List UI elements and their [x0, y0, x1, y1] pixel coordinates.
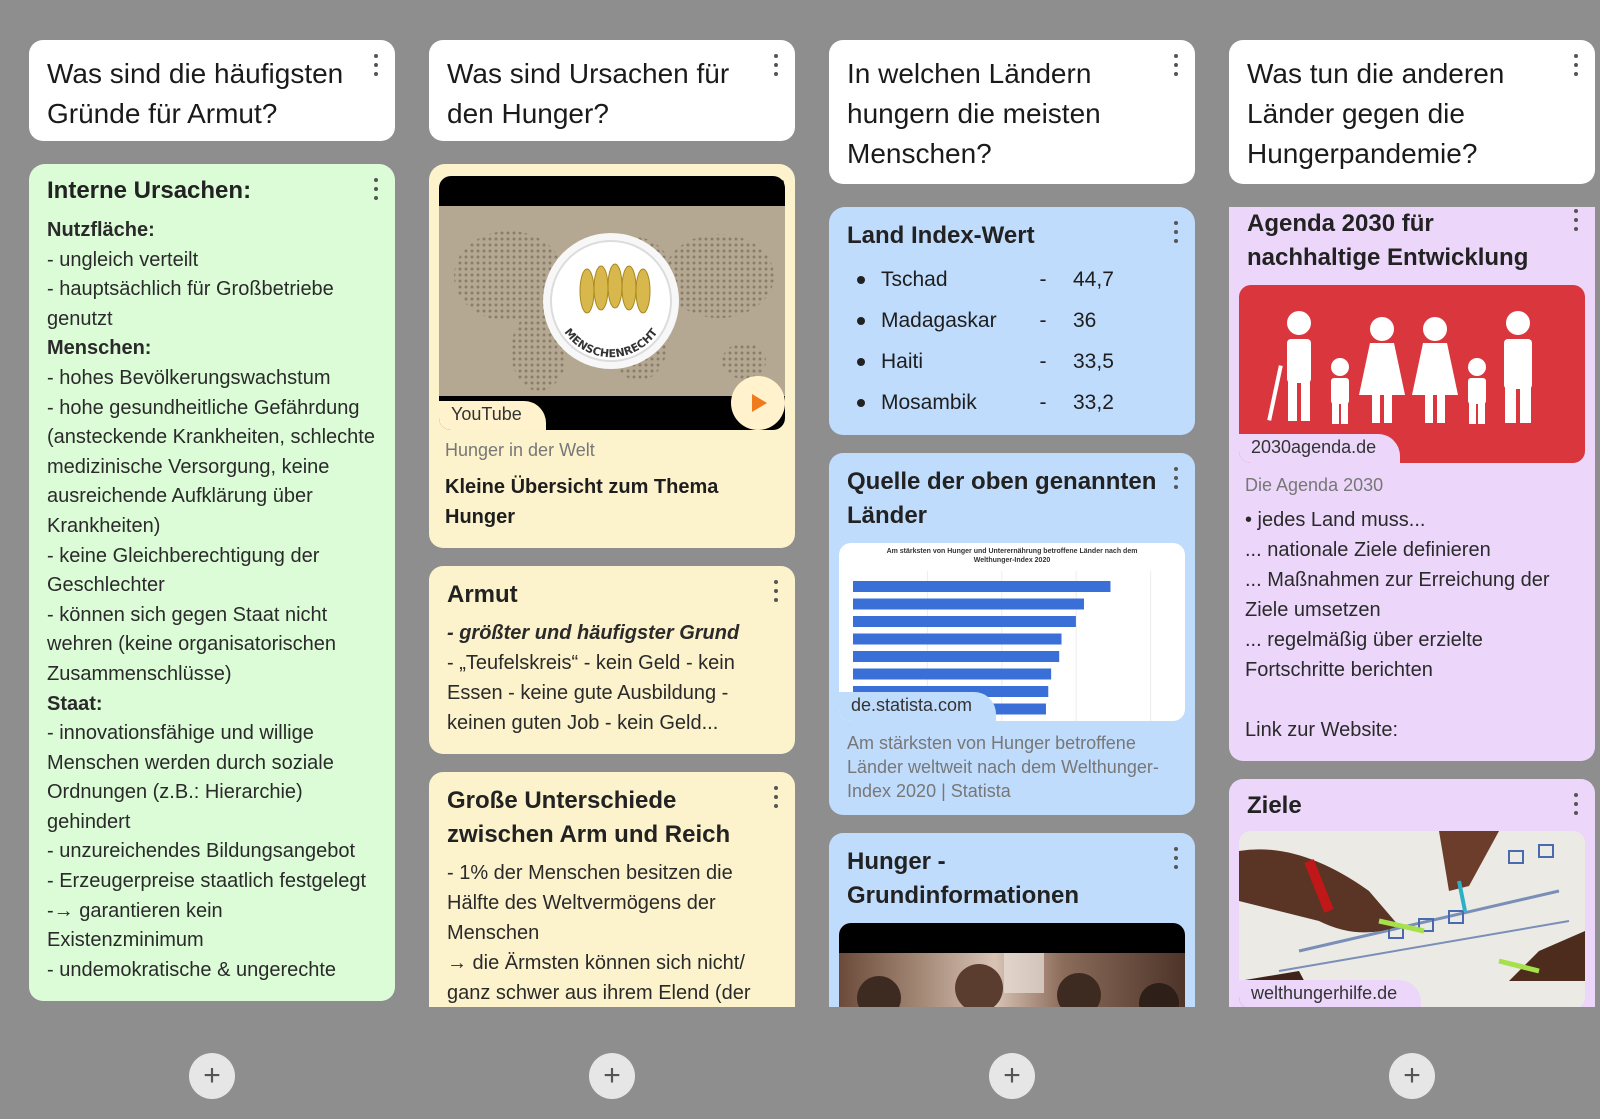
chart-caption: Am stärksten von Hunger betroffene Länder weltweit nach dem Welthunger-Index 2020 | Statista — [847, 733, 1159, 801]
world-map-icon — [439, 206, 785, 396]
column-header[interactable] — [29, 40, 395, 141]
card-body — [47, 216, 379, 985]
list-item: Madagaskar - 36 — [847, 300, 1179, 341]
video-frame — [439, 206, 785, 396]
text-line: - ungleich verteilt — [47, 248, 199, 271]
card-title: Quelle der oben genannten Länder — [847, 468, 1157, 529]
card-armut[interactable] — [429, 566, 795, 754]
text-line: • jedes Land muss... — [1245, 509, 1426, 531]
section-heading: Staat: — [47, 692, 103, 715]
chart-bar — [853, 669, 1051, 680]
chart-bar — [853, 651, 1059, 662]
column-scroll-area[interactable] — [829, 207, 1195, 1007]
more-options-icon[interactable] — [1571, 793, 1581, 815]
card-body — [1239, 505, 1585, 745]
text-line: - hohes Bevölkerungswachstum — [47, 366, 331, 389]
chart-bar — [853, 634, 1062, 645]
video-frame — [839, 953, 1185, 1007]
more-options-icon[interactable] — [1171, 54, 1181, 76]
source-badge: 2030agenda.de — [1239, 434, 1400, 463]
more-options-icon[interactable] — [371, 178, 381, 200]
more-options-icon[interactable] — [771, 54, 781, 76]
card-body — [447, 618, 779, 738]
card-grundinformationen[interactable] — [829, 833, 1195, 1007]
text-line: - hohe gesundheitliche Gefährdung (ansteckende Krankheiten, schlechte medizinische Versorgung, keine ausreichende Aufklärung über Krankheiten) — [47, 396, 375, 537]
card-index-wert[interactable] — [829, 207, 1195, 435]
card-title: Große Unterschiede zwischen Arm und Reich — [447, 787, 731, 848]
list-item: Mosambik - 33,2 — [847, 382, 1179, 423]
more-options-icon[interactable] — [771, 786, 781, 808]
video-thumbnail[interactable] — [439, 176, 785, 430]
video-source: Hunger in der Welt — [445, 440, 595, 460]
column-armut-gruende — [29, 40, 395, 1119]
text-line: ... regelmäßig über erzielte Fortschritte berichten — [1245, 629, 1483, 681]
text-line: - hauptsächlich für Großbetriebe genutzt — [47, 278, 334, 330]
column-scroll-area[interactable] — [429, 164, 795, 1007]
text-line: → die Ärmsten können sich nicht/ ganz schwer aus ihrem Elend (der — [447, 952, 751, 1004]
column-scroll-area[interactable] — [29, 164, 395, 1007]
column-hunger-ursachen — [429, 40, 795, 1119]
column-header-title: In welchen Ländern hungern die meisten Menschen? — [847, 58, 1101, 169]
more-options-icon[interactable] — [771, 580, 781, 602]
play-icon — [747, 392, 769, 414]
more-options-icon[interactable] — [1171, 467, 1181, 489]
card-video[interactable] — [429, 164, 795, 548]
add-post-button[interactable]: + — [1389, 1053, 1435, 1099]
country-list — [847, 259, 1179, 423]
more-options-icon[interactable] — [1171, 847, 1181, 869]
play-button[interactable] — [731, 376, 785, 430]
website-link[interactable]: Link zur Website: — [1245, 719, 1399, 741]
column-header-title: Was sind Ursachen für den Hunger? — [447, 58, 730, 129]
section-heading: Menschen: — [47, 337, 152, 360]
agenda-image[interactable] — [1239, 285, 1585, 463]
people-photo-icon — [839, 953, 1185, 1007]
card-interne-ursachen[interactable] — [29, 164, 395, 1001]
column-scroll-area[interactable] — [1229, 207, 1595, 1007]
chart-bar — [853, 616, 1076, 627]
text-line: ... Maßnahmen zur Erreichung der Ziele umsetzen — [1245, 569, 1550, 621]
video-thumbnail[interactable] — [839, 923, 1185, 1007]
card-title: Ziele — [1247, 792, 1302, 819]
add-post-button[interactable]: + — [189, 1053, 235, 1099]
card-body — [447, 858, 779, 1007]
text-line: - größter und häufigster Grund — [447, 622, 740, 644]
add-post-button[interactable]: + — [989, 1053, 1035, 1099]
text-line: - 1% der Menschen besitzen die Hälfte des Weltvermögens der Menschen — [447, 862, 733, 944]
source-badge: welthungerhilfe.de — [1239, 980, 1421, 1007]
section-heading: Nutzfläche: — [47, 219, 155, 241]
column-laender — [829, 40, 1195, 1119]
text-line: ... nationale Ziele definieren — [1245, 539, 1491, 561]
text-line: - Erzeugerpreise staatlich festgelegt -→ garantieren kein Existenzminimum — [47, 870, 367, 952]
card-ziele[interactable] — [1229, 779, 1595, 1007]
video-title[interactable]: Kleine Übersicht zum Thema Hunger — [445, 476, 719, 528]
column-header-title: Was tun die anderen Länder gegen die Hungerpandemie? — [1247, 58, 1505, 169]
source-badge: YouTube — [439, 401, 546, 430]
source-badge: de.statista.com — [839, 692, 996, 721]
more-options-icon[interactable] — [371, 54, 381, 76]
text-line: - unzureichendes Bildungsangebot — [47, 840, 355, 863]
card-title: Interne Ursachen: — [47, 177, 252, 204]
column-header[interactable] — [429, 40, 795, 141]
card-quelle[interactable] — [829, 453, 1195, 815]
list-item: Haiti - 33,5 — [847, 341, 1179, 382]
column-header[interactable] — [829, 40, 1195, 184]
svg-text:MENSCHENRECHT: MENSCHENRECHT — [561, 325, 661, 361]
list-item: Tschad - 44,7 — [847, 259, 1179, 300]
text-line: - „Teufelskreis“ - kein Geld - kein Essen - keine gute Ausbildung - keinen guten Job - kein Geld... — [447, 652, 735, 734]
column-andere-laender — [1229, 40, 1595, 1119]
column-header-title: Was sind die häufigsten Gründe für Armut? — [47, 58, 344, 129]
card-title: Land Index-Wert — [847, 222, 1035, 249]
text-line: - undemokratische & ungerechte — [47, 958, 337, 981]
text-line: - innovationsfähige und willige Menschen werden durch soziale Ordnungen (z.B.: Hierarchie) gehindert — [47, 722, 334, 833]
chart-title: Am stärksten von Hunger und Unterernährung betroffene Länder nach dem Welthunger-Index 2020 — [886, 548, 1138, 564]
ziele-image[interactable] — [1239, 831, 1585, 1007]
card-title: Hunger - Grundinformationen — [847, 848, 1079, 909]
card-arm-reich[interactable] — [429, 772, 795, 1007]
text-line: - können sich gegen Staat nicht wehren (keine organisatorischen Zusammenschlüsse) — [47, 603, 337, 685]
card-source: Die Agenda 2030 — [1245, 475, 1384, 495]
card-title: Armut — [447, 581, 518, 608]
more-options-icon[interactable] — [1171, 221, 1181, 243]
chart-bar — [853, 599, 1084, 610]
text-line: - keine Gleichberechtigung der Geschlechter — [47, 544, 320, 597]
add-post-button[interactable]: + — [589, 1053, 635, 1099]
chart-bar — [853, 581, 1110, 592]
card-title: Agenda 2030 für nachhaltige Entwicklung — [1247, 210, 1529, 271]
more-options-icon[interactable] — [1571, 54, 1581, 76]
more-options-icon[interactable] — [1571, 209, 1581, 231]
chart-preview[interactable] — [839, 543, 1185, 721]
card-agenda-2030[interactable] — [1229, 207, 1595, 761]
column-header[interactable] — [1229, 40, 1595, 184]
